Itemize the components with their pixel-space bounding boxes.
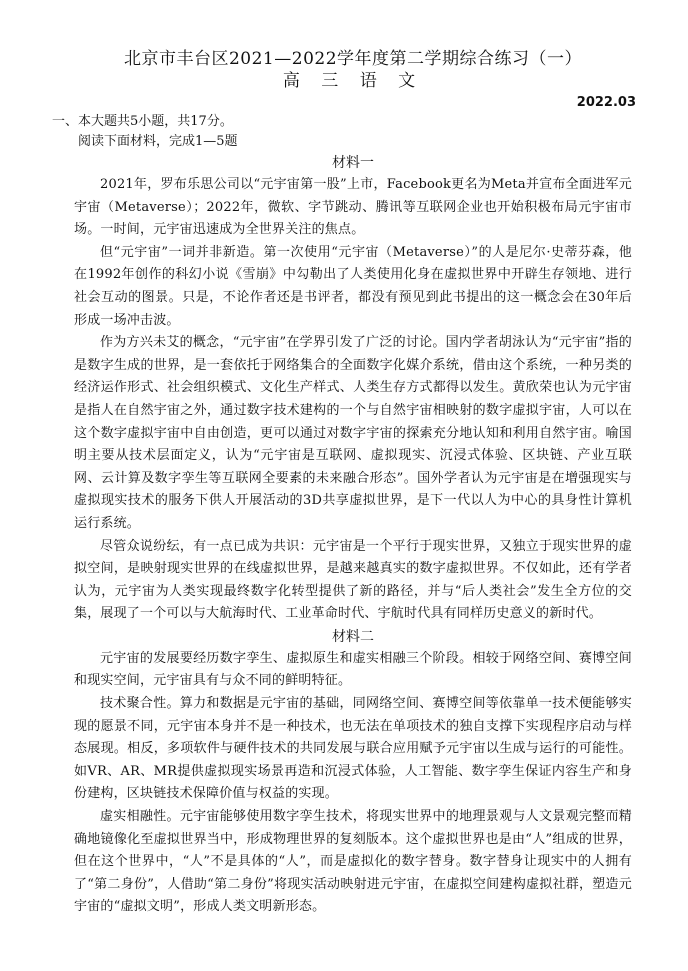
material-2-paragraph: 技术聚合性。算力和数据是元宇宙的基础，同网络空间、赛博空间等依靠单一技术便能够实现的愿景不同，元宇宙本身并不是一种技术，也无法在单项技术的独自支撑下实现程序启动与样态展现。相反，多项软件与硬件技术的共同发展与联合应用赋予元宇宙以生成与运行的可能性。如VR、AR、MR提供虚拟现实场景再造和沉浸式体验，人工智能、数字孪生保证内容生产和身份建构，区块链技术保障价值与权益的实现。	[74, 696, 632, 802]
section-heading: 一、本大题共5小题，共17分。	[52, 114, 233, 129]
material-2-heading: 材料二	[332, 628, 374, 645]
exam-date: 2022.03	[576, 95, 636, 110]
material-1-paragraph: 2021年，罗布乐思公司以“元宇宙第一股”上市，Facebook更名为Meta并宣布全面进军元宇宙（Metaverse）；2022年，微软、字节跳动、腾讯等互联网企业也开始积极布局元宇宙市场。一时间，元宇宙迅速成为全世界关注的焦点。	[74, 177, 632, 238]
material-1-paragraph: 尽管众说纷纭，有一点已成为共识：元宇宙是一个平行于现实世界，又独立于现实世界的虚拟空间，是映射现实世界的在线虚拟世界，是越来越真实的数字虚拟世界。不仅如此，还有学者认为，元宇宙为人类实现最终数字化转型提供了新的路径，并与“后人类社会”发生全方位的交集，展现了一个可以与大航海时代、工业革命时代、宇航时代具有同样历史意义的新时代。	[74, 538, 632, 622]
material-2-paragraph: 虚实相融性。元宇宙能够使用数字孪生技术，将现实世界中的地理景观与人文景观完整而精确地镜像化至虚拟世界当中，形成物理世界的复刻版本。这个虚拟世界也是由“人”组成的世界，但在这个世界中，“人”不是具体的“人”，而是虚拟化的数字替身。数字替身让现实中的人拥有了“第二身份”，人借助“第二身份”将现实活动映射进元宇宙，在虚拟空间建构虚拟社群，塑造元宇宙的“虚拟文明”，形成人类文明新形态。	[74, 809, 632, 915]
section-instruction: 阅读下面材料，完成1—5题	[78, 134, 238, 149]
material-1-paragraph: 作为方兴未艾的概念，“元宇宙”在学界引发了广泛的讨论。国内学者胡泳认为“元宇宙”指的是数字生成的世界，是一套依托于网络集合的全面数字化媒介系统，借由这个系统，一种另类的经济运作形式、社会组织模式、文化生产样式、人类生存方式都得以发生。黄欣荣也认为元宇宙是指人在自然宇宙之外，通过数字技术建构的一个与自然宇宙相映射的数字虚拟宇宙，人可以在这个数字虚拟宇宙中自由创造，更可以通过对数字宇宙的探索充分地认知和利用自然宇宙。喻国明主要从技术层面定义，认为“元宇宙是互联网、虚拟现实、沉浸式体验、区块链、产业互联网、云计算及数字孪生等互联网全要素的未来融合形态”。国外学者认为元宇宙是在增强现实与虚拟现实技术的服务下供人开展活动的3D共享虚拟世界，是下一代以人为中心的具身性计算机运行系统。	[74, 335, 632, 531]
material-1-heading: 材料一	[332, 155, 374, 171]
exam-subject: 高 三 语 文	[282, 71, 424, 91]
exam-title: 北京市丰台区2021—2022学年度第二学期综合练习（一）	[123, 49, 583, 69]
material-2-paragraph: 元宇宙的发展要经历数字孪生、虚拟原生和虚实相融三个阶段。相较于网络空间、赛博空间和现实空间，元宇宙具有与众不同的鲜明特征。	[74, 650, 632, 689]
material-1-paragraph: 但“元宇宙”一词并非新造。第一次使用“元宇宙（Metaverse）”的人是尼尔·史蒂芬森，他在1992年创作的科幻小说《雪崩》中勾勒出了人类使用化身在虚拟世界中开辟生存领地、进行社会互动的图景。只是，不论作者还是书评者，都没有预见到此书提出的这一概念会在30年后形成一场冲击波。	[74, 244, 632, 328]
